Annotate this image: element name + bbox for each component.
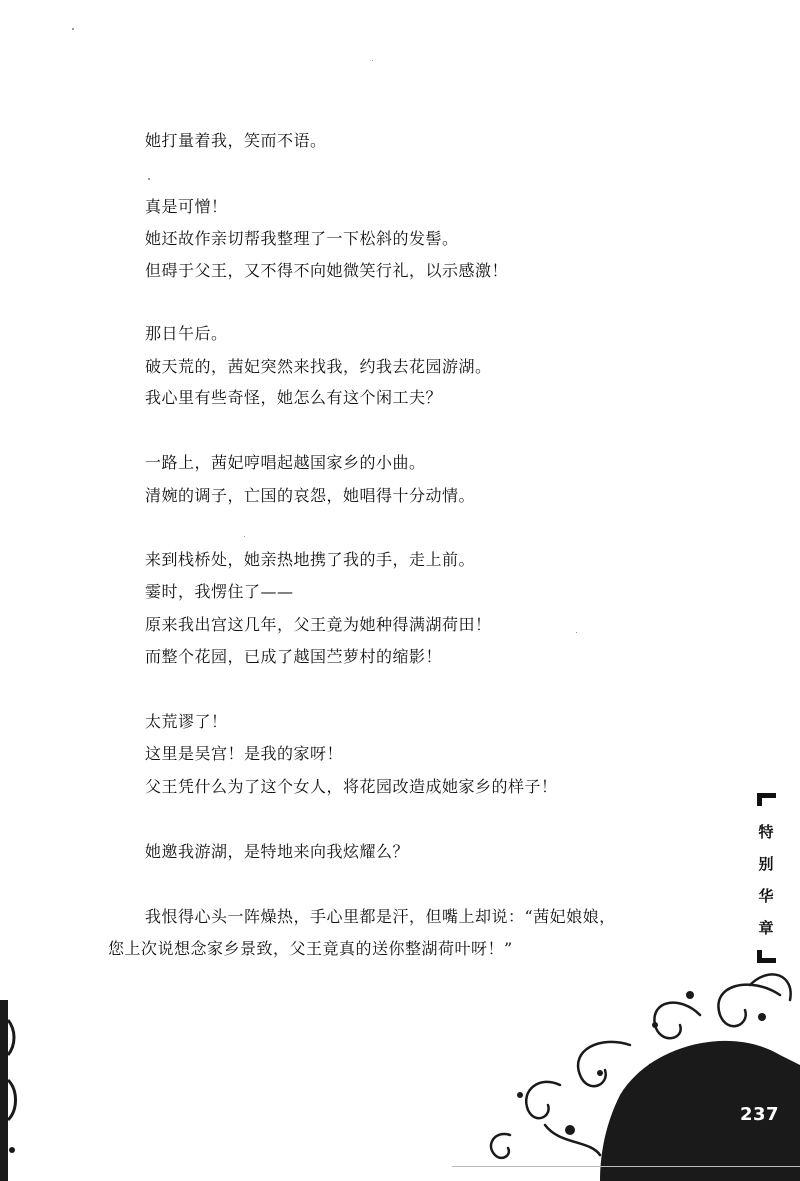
side-tab-char: 华 <box>758 887 774 905</box>
text-line: 这里是吴宫！是我的家呀！ <box>145 744 344 763</box>
text-line: 真是可憎！ <box>145 197 228 216</box>
section-side-tab <box>755 793 775 963</box>
scan-speck <box>244 536 245 537</box>
side-tab-char: 别 <box>758 855 774 873</box>
page-number: 237 <box>740 1104 780 1125</box>
side-tab-char: 特 <box>758 823 774 841</box>
text-line: 原来我出宫这几年，父王竟为她种得满湖荷田！ <box>145 615 492 634</box>
left-edge-ornament <box>0 1000 20 1181</box>
text-line: 我恨得心头一阵燥热，手心里都是汗，但嘴上却说：“茜妃娘娘， <box>145 907 616 926</box>
text-line: 霎时，我愣住了—— <box>145 582 294 601</box>
text-line: 我心里有些奇怪，她怎么有这个闲工夫？ <box>145 388 443 407</box>
text-line: 但碍于父王，又不得不向她微笑行礼，以示感激！ <box>145 261 509 280</box>
scan-speck <box>576 632 577 633</box>
text-line: 那日午后。 <box>145 324 228 343</box>
text-line: 她还故作亲切帮我整理了一下松斜的发髻。 <box>145 229 459 248</box>
text-line: 而整个花园，已成了越国苎萝村的缩影！ <box>145 647 443 666</box>
text-line: 她邀我游湖，是特地来向我炫耀么？ <box>145 842 410 861</box>
bottom-divider <box>452 1166 800 1167</box>
scan-speck <box>372 60 373 61</box>
text-line: 太荒谬了！ <box>145 712 228 731</box>
text-line: 清婉的调子，亡国的哀怨，她唱得十分动情。 <box>145 486 476 505</box>
scan-speck <box>72 28 74 30</box>
text-line: 她打量着我，笑而不语。 <box>145 131 327 150</box>
vine-swirl-ornament <box>450 955 800 1181</box>
tab-bracket-top <box>757 793 776 806</box>
text-line: 一路上，茜妃哼唱起越国家乡的小曲。 <box>145 453 426 472</box>
text-line: 破天荒的，茜妃突然来找我，约我去花园游湖。 <box>145 357 492 376</box>
side-tab-char: 章 <box>758 919 774 937</box>
text-line: 您上次说想念家乡景致，父王竟真的送你整湖荷叶呀！” <box>108 939 513 958</box>
text-line: 来到栈桥处，她亲热地携了我的手，走上前。 <box>145 550 476 569</box>
text-line: 父王凭什么为了这个女人，将花园改造成她家乡的样子！ <box>145 777 558 796</box>
scan-speck <box>148 178 150 180</box>
